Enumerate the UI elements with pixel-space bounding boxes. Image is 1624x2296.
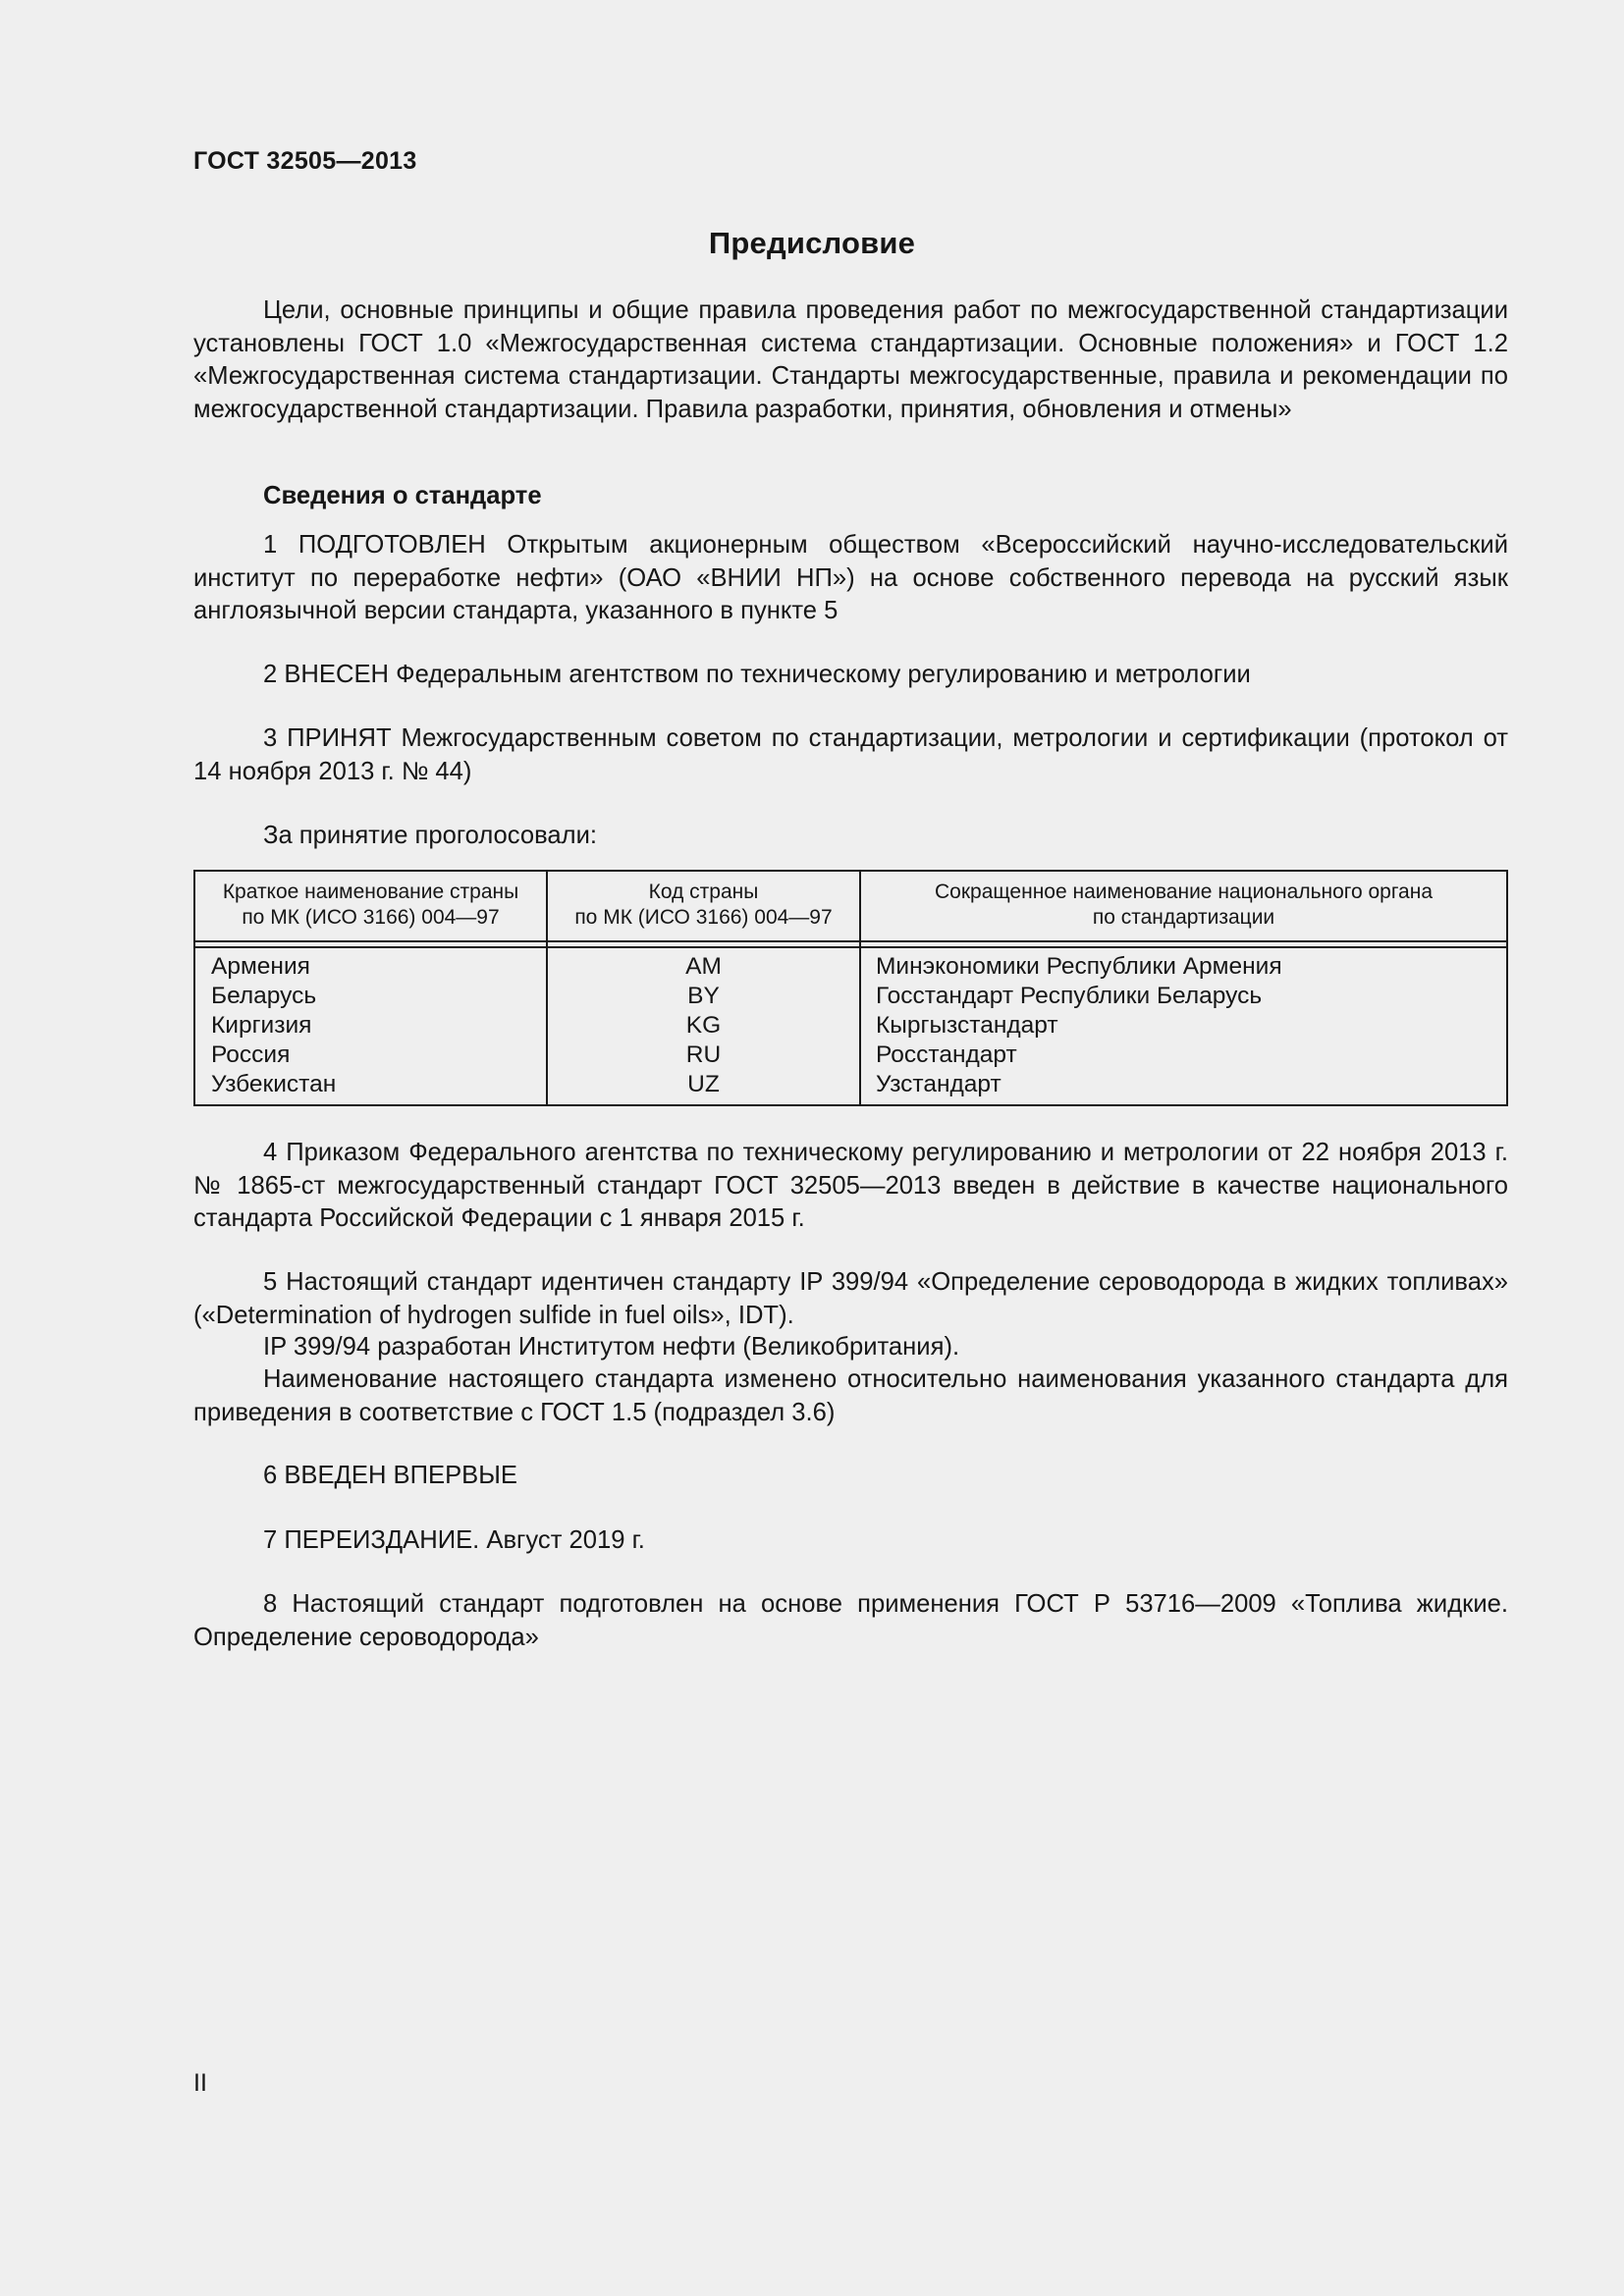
table-cell-country: Россия <box>211 1041 291 1068</box>
item-4-paragraph: 4 Приказом Федерального агентства по техническому регулированию и метрологии от 22 ноября 2013 г. № 1865-ст межгосударственный стандарт ГОСТ 32505—2013 введен в действие в качестве национального стандарта Российской Федерации с 1 января 2015 г. <box>193 1139 1508 1232</box>
table-cell-body: Кыргызстандарт <box>876 1012 1058 1039</box>
table-cell-code: UZ <box>687 1071 720 1097</box>
table-cell-code: KG <box>685 1012 722 1039</box>
table-header-divider <box>195 946 1506 948</box>
page-number: II <box>193 2069 207 2097</box>
table-cell-body: Минэкономики Республики Армения <box>876 953 1282 980</box>
voting-table <box>193 870 1508 1106</box>
item-2-paragraph: 2 ВНЕСЕН Федеральным агентством по техническому регулированию и метрологии <box>263 661 1251 688</box>
item-6-paragraph: 6 ВВЕДЕН ВПЕРВЫЕ <box>263 1462 517 1489</box>
table-cell-country: Беларусь <box>211 983 317 1009</box>
table-cell-country: Киргизия <box>211 1012 312 1039</box>
table-header-code: Код страны по МК (ИСО 3166) 004—97 <box>574 881 833 929</box>
intro-paragraph: Цели, основные принципы и общие правила проведения работ по межгосударственной стандартизации установлены ГОСТ 1.0 «Межгосударственная система стандартизации. Основные положения» и ГОСТ 1.2 «Межгосударственная система стандартизации. Стандарты межгосударственные, правила и рекомендации по межгосударственной стандартизации. Правила разработки, принятия, обновления и отмены» <box>193 296 1508 423</box>
table-cell-country: Узбекистан <box>211 1071 337 1097</box>
table-header-body: Сокращенное наименование национального органа по стандартизации <box>934 881 1434 929</box>
item-7-paragraph: 7 ПЕРЕИЗДАНИЕ. Август 2019 г. <box>263 1526 645 1554</box>
table-cell-code: AM <box>685 953 722 980</box>
document-code-header: ГОСТ 32505—2013 <box>193 147 417 175</box>
table-cell-country: Армения <box>211 953 310 980</box>
table-column-codes <box>548 952 859 1099</box>
table-cell-body: Росстандарт <box>876 1041 1017 1068</box>
table-cell-body: Госстандарт Республики Беларусь <box>876 983 1263 1009</box>
page-title: Предисловие <box>708 226 916 260</box>
item-5-name-note: Наименование настоящего стандарта изменено относительно наименования указанного стандарта для приведения в соответствие с ГОСТ 1.5 (подраздел 3.6) <box>193 1365 1508 1426</box>
table-cell-code: RU <box>685 1041 722 1068</box>
table-column-bodies <box>876 952 1282 1099</box>
item-5-paragraph: 5 Настоящий стандарт идентичен стандарту IP 399/94 «Определение сероводорода в жидких топливах» («Determination of hydrogen sulfide in fuel oils», IDT). <box>193 1268 1508 1329</box>
vote-intro-line: За принятие проголосовали: <box>263 822 597 849</box>
item-1-paragraph: 1 ПОДГОТОВЛЕН Открытым акционерным обществом «Всероссийский научно-исследовательский институт по переработке нефти» (ОАО «ВНИИ НП») на основе собственного перевода на русский язык англоязычной версии стандарта, указанного в пункте 5 <box>193 531 1508 624</box>
table-cell-code: BY <box>687 983 720 1009</box>
item-3-paragraph: 3 ПРИНЯТ Межгосударственным советом по стандартизации, метрологии и сертификации (протокол от 14 ноября 2013 г. № 44) <box>193 724 1508 785</box>
item-8-paragraph: 8 Настоящий стандарт подготовлен на основе применения ГОСТ Р 53716—2009 «Топлива жидкие. Определение сероводорода» <box>193 1590 1508 1651</box>
table-header-country: Краткое наименование страны по МК (ИСО 3166) 004—97 <box>222 881 519 929</box>
table-cell-body: Узстандарт <box>876 1071 1001 1097</box>
table-column-countries <box>211 952 336 1099</box>
section-heading: Сведения о стандарте <box>263 482 542 509</box>
item-5-origin-line: IP 399/94 разработан Институтом нефти (Великобритания). <box>263 1333 960 1361</box>
table-header-divider <box>195 940 1506 942</box>
